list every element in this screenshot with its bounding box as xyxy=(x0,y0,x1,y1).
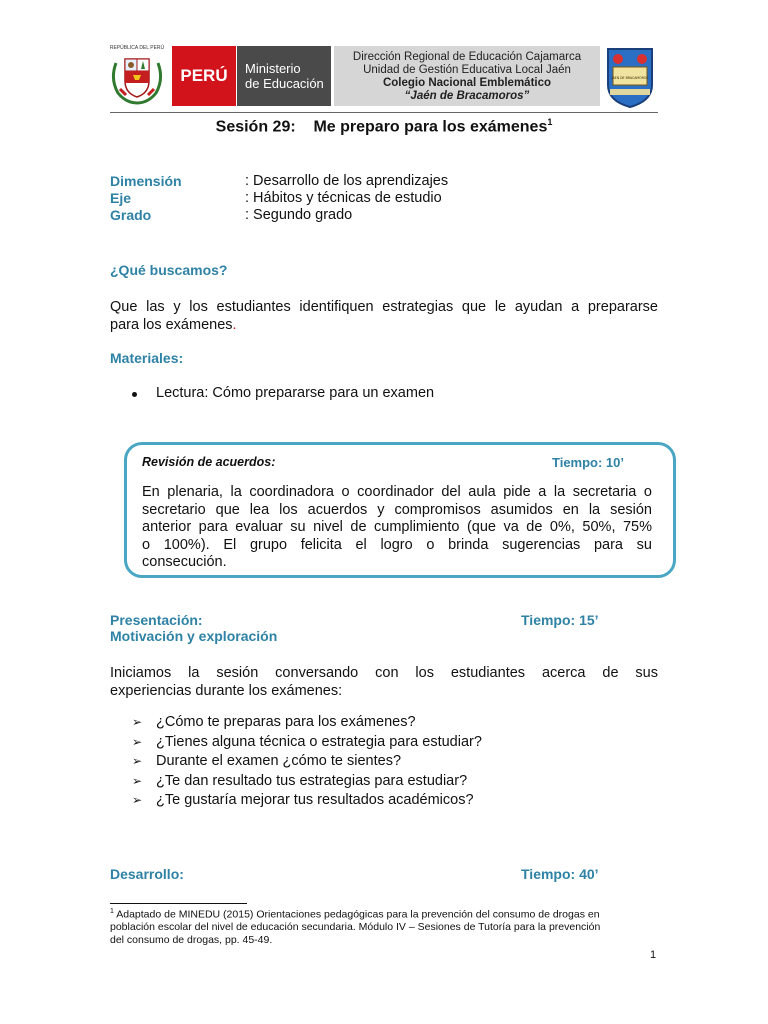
question-item xyxy=(132,713,482,733)
session-number: Sesión 29: xyxy=(215,118,296,136)
footnote-mark: 1 xyxy=(110,908,114,915)
desarrollo-time: Tiempo: 40’ xyxy=(521,866,599,882)
meta-label: Eje xyxy=(110,190,132,206)
question-item xyxy=(132,791,482,811)
revision-line: anterior para evaluar su nivel de cumplimiento (que va de 0%, 50%, 75% xyxy=(142,519,652,535)
arrow-bullet-icon: ➢ xyxy=(132,754,143,768)
revision-line: consecución. xyxy=(142,554,227,570)
objective-period: . xyxy=(232,317,237,333)
footnote-line-3: del consumo de drogas, pp. 45-49. xyxy=(110,933,273,946)
ministry-line-2: de Educación xyxy=(245,76,324,91)
meta-label: Grado xyxy=(110,207,152,223)
institution-banner xyxy=(334,46,600,106)
materials-list-item: Lectura: Cómo prepararse para un examen xyxy=(156,385,435,401)
session-meta xyxy=(110,173,658,224)
meta-value: : Hábitos y técnicas de estudio xyxy=(245,190,442,206)
revision-paragraph xyxy=(142,484,652,572)
svg-text:JAEN DE BRACAMOROS: JAEN DE BRACAMOROS xyxy=(611,76,649,80)
revision-heading: Revisión de acuerdos: xyxy=(142,455,276,469)
escudo-caption: REPÚBLICA DEL PERÚ xyxy=(109,45,165,51)
section-heading-que-buscamos: ¿Qué buscamos? xyxy=(110,262,228,278)
section-heading-presentacion: Presentación: xyxy=(110,612,203,628)
presentacion-time: Tiempo: 15’ xyxy=(521,612,599,628)
bullet-icon xyxy=(132,392,140,397)
objective-paragraph xyxy=(110,298,658,334)
dre-line-3: Colegio Nacional Emblemático xyxy=(382,77,552,89)
footnote xyxy=(110,906,660,946)
arrow-bullet-icon: ➢ xyxy=(132,715,143,729)
coat-of-arms-logo xyxy=(106,45,168,107)
footnote-line-2: población escolar del nivel de educación secundaria. Módulo IV – Sesiones de Tutoría para la prevención xyxy=(110,921,601,933)
arrow-bullet-icon: ➢ xyxy=(132,734,143,749)
question-text: ¿Cómo te preparas para los exámenes? xyxy=(156,714,416,730)
question-item xyxy=(132,733,482,753)
revision-line: o 100%). El grupo felicita el logro o brinda sugerencias para su xyxy=(142,536,652,553)
presentacion-line-2: experiencias durante los exámenes: xyxy=(110,683,343,699)
question-text: ¿Te gustaría mejorar tus resultados académicos? xyxy=(156,792,474,808)
ministry-line-1: Ministerio xyxy=(245,61,301,76)
question-text: ¿Tienes alguna técnica o estrategia para estudiar? xyxy=(156,733,482,750)
footnote-separator xyxy=(110,903,247,904)
revision-line: secretario que lea los acuerdos y compromisos asumidos en la sesión xyxy=(142,501,652,518)
meta-row xyxy=(110,173,658,190)
arrow-bullet-icon: ➢ xyxy=(132,773,143,788)
arrow-bullet-icon: ➢ xyxy=(132,793,143,807)
objective-line-1: Que las y los estudiantes identifiquen estrategias que le ayudan a prepararse xyxy=(110,299,658,315)
meta-value: : Segundo grado xyxy=(245,207,353,223)
presentacion-subheading: Motivación y exploración xyxy=(110,628,278,644)
question-text: Durante el examen ¿cómo te sientes? xyxy=(156,753,402,769)
objective-line-2: para los exámenes xyxy=(110,317,233,333)
question-item xyxy=(132,772,482,792)
revision-line: En plenaria, la coordinadora o coordinador del aula pide a la secretaria o xyxy=(142,484,652,500)
section-heading-materiales: Materiales: xyxy=(110,350,184,366)
meta-label: Dimensión xyxy=(110,173,182,189)
page-header xyxy=(0,0,768,115)
question-text: ¿Te dan resultado tus estrategias para estudiar? xyxy=(156,772,468,789)
page-number: 1 xyxy=(650,949,657,961)
presentacion-line-1: Iniciamos la sesión conversando con los estudiantes acerca de sus xyxy=(110,665,658,681)
meta-value: : Desarrollo de los aprendizajes xyxy=(245,173,449,189)
footnote-line-1: Adaptado de MINEDU (2015) Orientaciones pedagógicas para la prevención del consumo de drogas en xyxy=(113,908,600,921)
school-insignia-logo xyxy=(604,45,656,109)
question-item xyxy=(132,752,482,772)
session-title xyxy=(0,117,768,136)
dre-line-2: Unidad de Gestión Educativa Local Jaén xyxy=(363,64,571,76)
header-divider xyxy=(110,112,658,113)
meta-row xyxy=(110,190,658,207)
dre-line-1: Dirección Regional de Educación Cajamarca xyxy=(352,51,582,63)
meta-row xyxy=(110,207,658,224)
session-name: Me preparo para los exámenes xyxy=(313,118,548,136)
ministry-brand xyxy=(237,46,331,106)
section-heading-desarrollo: Desarrollo: xyxy=(110,866,184,882)
peru-brand-label: PERÚ xyxy=(172,46,236,106)
title-footnote-mark: 1 xyxy=(547,117,553,127)
presentacion-paragraph xyxy=(110,664,658,700)
revision-time: Tiempo: 10’ xyxy=(552,455,625,470)
dre-line-4: “Jaén de Bracamoros” xyxy=(404,90,530,102)
question-list xyxy=(132,713,482,811)
